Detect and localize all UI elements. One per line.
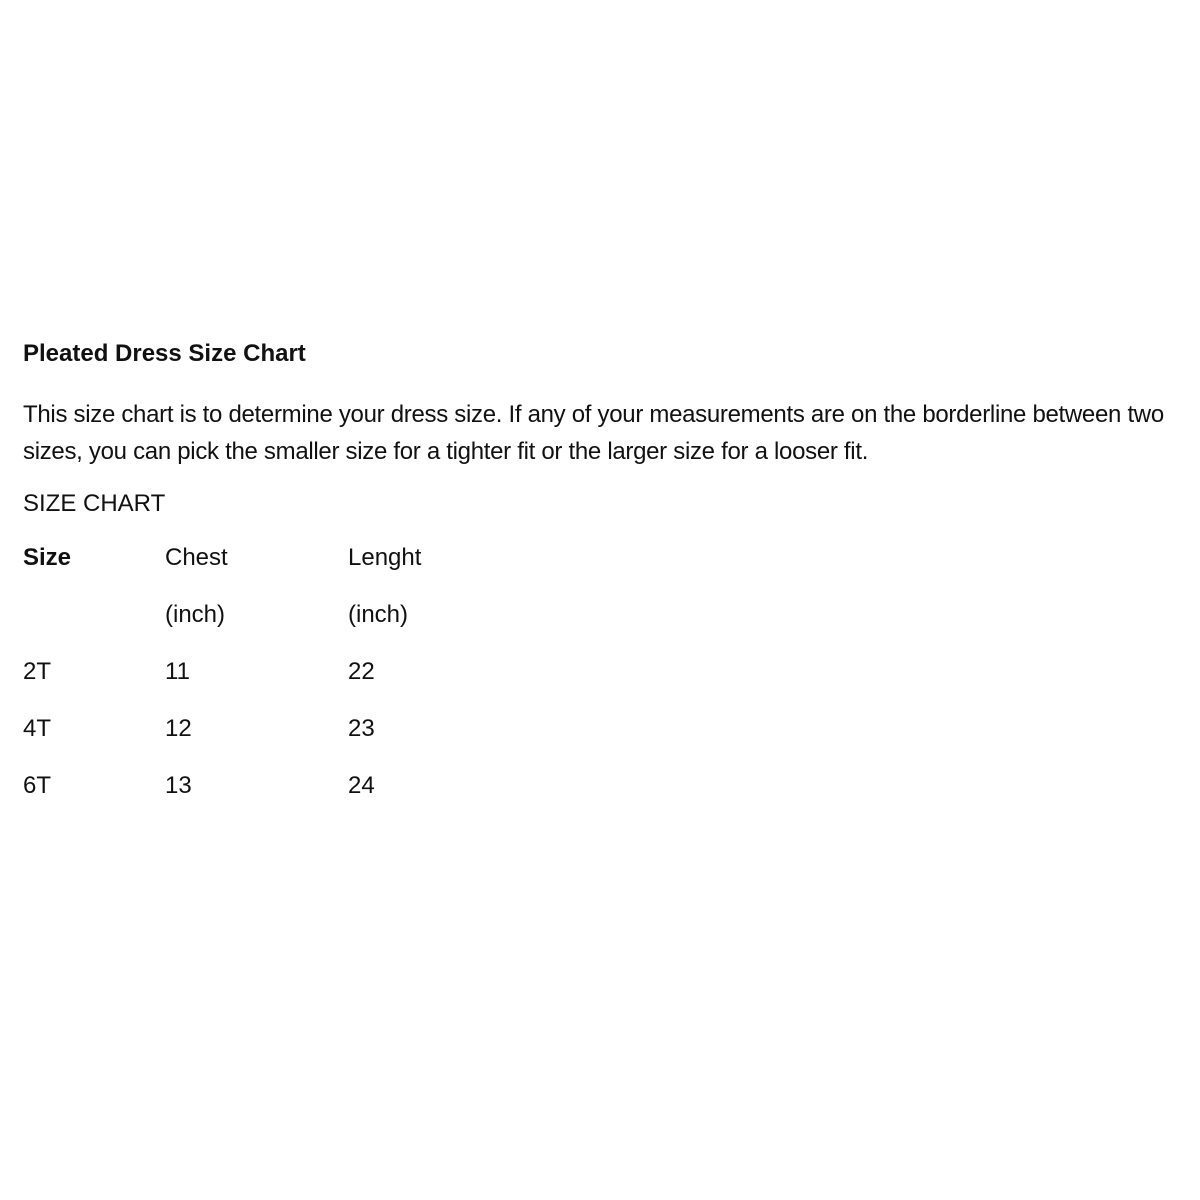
units-size-empty [23,601,165,658]
units-chest: (inch) [165,601,226,628]
header-chest: Chest [165,544,228,571]
header-size: Size [23,544,72,571]
section-label: SIZE CHART [23,490,166,517]
table-row [23,772,548,829]
cell-chest: 12 [165,715,192,742]
table-units-row [23,601,548,658]
cell-chest: 11 [165,658,190,685]
units-length: (inch) [348,601,409,628]
intro-paragraph: This size chart is to determine your dress size. If any of your measurements are on the borderline between two sizes, you can pick the smaller size for a tighter fit or the larger size for a looser fit. [23,401,1164,465]
cell-size: 4T [23,715,52,742]
cell-chest: 13 [165,772,192,799]
table-header-row [23,544,548,601]
cell-length: 24 [348,772,375,799]
cell-size: 2T [23,658,52,685]
table-row [23,715,548,772]
header-length: Lenght [348,544,422,571]
page-title: Pleated Dress Size Chart [23,340,306,367]
cell-length: 22 [348,658,375,685]
cell-length: 23 [348,715,375,742]
table-row [23,658,548,715]
cell-size: 6T [23,772,52,799]
size-table [23,544,548,829]
